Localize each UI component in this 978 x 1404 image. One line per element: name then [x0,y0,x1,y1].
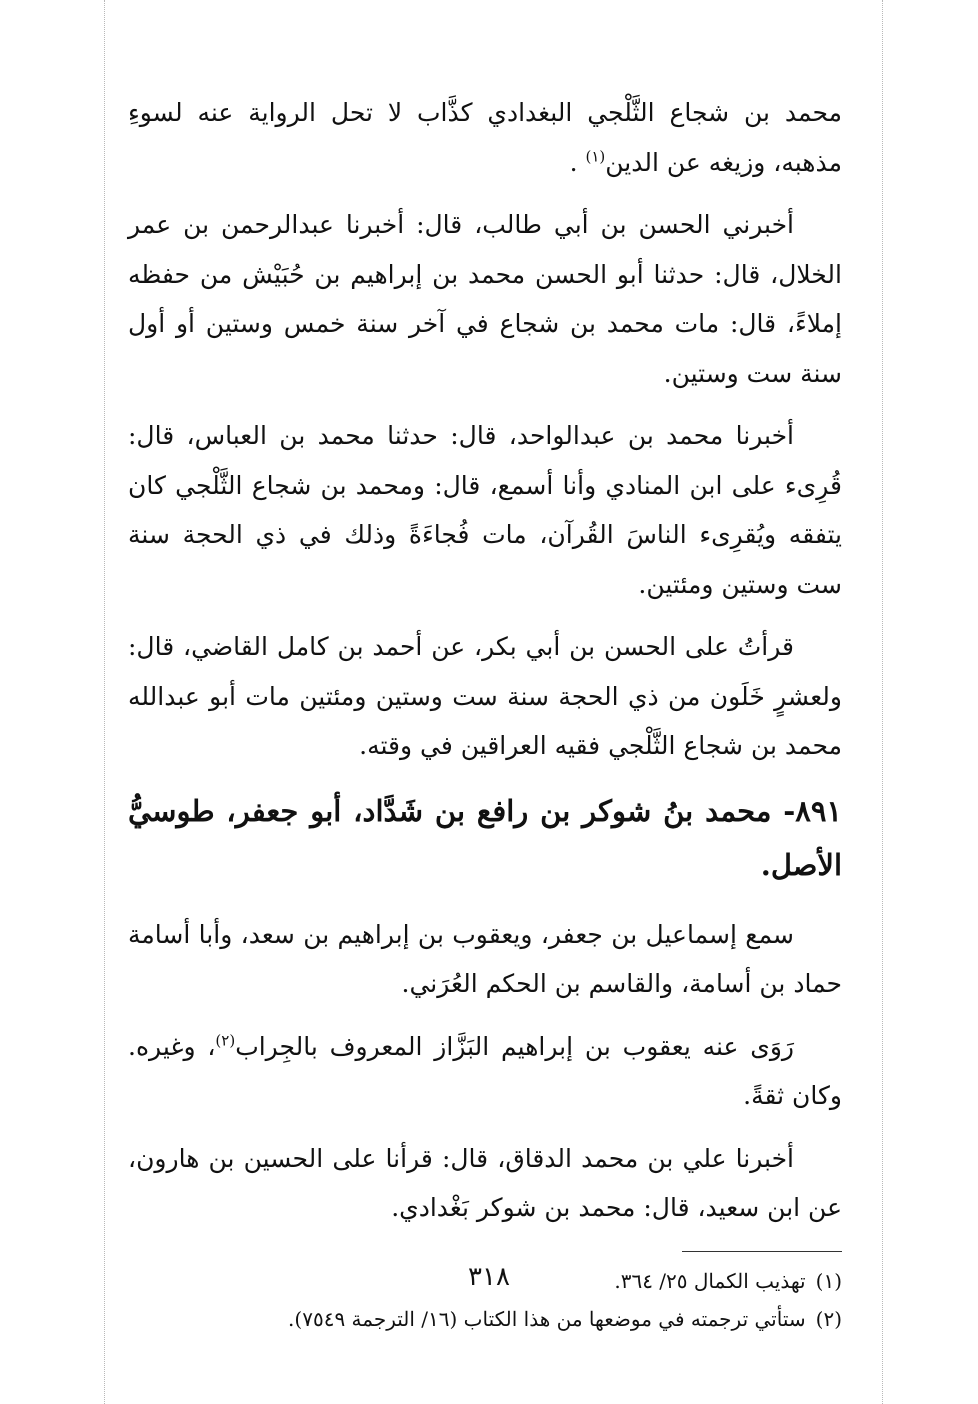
footnote-ref-1: (١) [585,147,606,166]
scan-margin-left [104,0,105,1404]
page-body [128,88,842,1338]
paragraph-1 [128,88,842,187]
paragraph-1-text: محمد بن شجاع الثَّلْجي البغدادي كذَّاب لا تحل الرواية عنه لسوءِ مذهبه، وزيغه عن الدين [128,98,842,177]
paragraph-3: أخبرنا محمد بن عبدالواحد، قال: حدثنا محمد بن العباس، قال: قُرِىء على ابن المنادي وأنا أسمع، قال: ومحمد بن شجاع الثَّلْجي كان يتفقه ويُقرِىء الناسَ القُرآن، مات فُجاءَةً وذلك في ذي الحجة سنة ست وستين ومئتين. [128,421,842,599]
footnote-2-text: ستأتي ترجمته في موضعها من هذا الكتاب (١٦/ الترجمة ٧٥٤٩). [288,1306,806,1331]
paragraph-6 [128,1022,842,1121]
footnote-1-text: تهذيب الكمال ٢٥/ ٣٦٤. [614,1268,806,1293]
footnote-separator [682,1251,842,1262]
paragraph-5: سمع إسماعيل بن جعفر، ويعقوب بن إبراهيم بن سعد، وأبا أسامة حماد بن أسامة، والقاسم بن الحكم العُرَني. [128,919,842,998]
footnote-ref-2: (٢) [215,1031,236,1050]
paragraph-6-end: ، وغيره. وكان ثقةً. [128,1031,842,1110]
paragraph-1-end: . [569,147,586,177]
paragraph-4: قرأتُ على الحسن بن أبي بكر، عن أحمد بن كامل القاضي، قال: ولعشرٍ خَلَون من ذي الحجة سنة ست وستين ومئتين مات أبو عبدالله محمد بن شجاع الثَّلْجي فقيه العراقين في وقته. [128,632,842,760]
paragraph-6-text: رَوَى عنه يعقوب بن إبراهيم البَزَّاز المعروف بالجِراب [235,1031,795,1061]
paragraph-2: أخبرني الحسن بن أبي طالب، قال: أخبرنا عبدالرحمن بن عمر الخلال، قال: حدثنا أبو الحسن محمد بن إبراهيم بن حُبَيْش من حفظه إملاءً، قال: مات محمد بن شجاع في آخر سنة خمس وستين أو أول سنة ست وستين. [128,210,842,388]
scan-margin-right [882,0,883,1404]
footnote-2-number: (٢) [815,1306,842,1331]
page-number: ٣١٨ [468,1262,510,1292]
paragraph-7: أخبرنا علي بن محمد الدقاق، قال: قرأنا على الحسين بن هارون، عن ابن سعيد، قال: محمد بن شوكر بَغْدادي. [128,1143,842,1222]
footnote-1-number: (١) [815,1268,842,1293]
footnote-2 [128,1300,842,1338]
entry-heading: ٨٩١- محمد بنُ شوكر بن رافع بن شَدَّاد، أبو جعفر، طوسيُّ الأصل. [128,793,842,882]
